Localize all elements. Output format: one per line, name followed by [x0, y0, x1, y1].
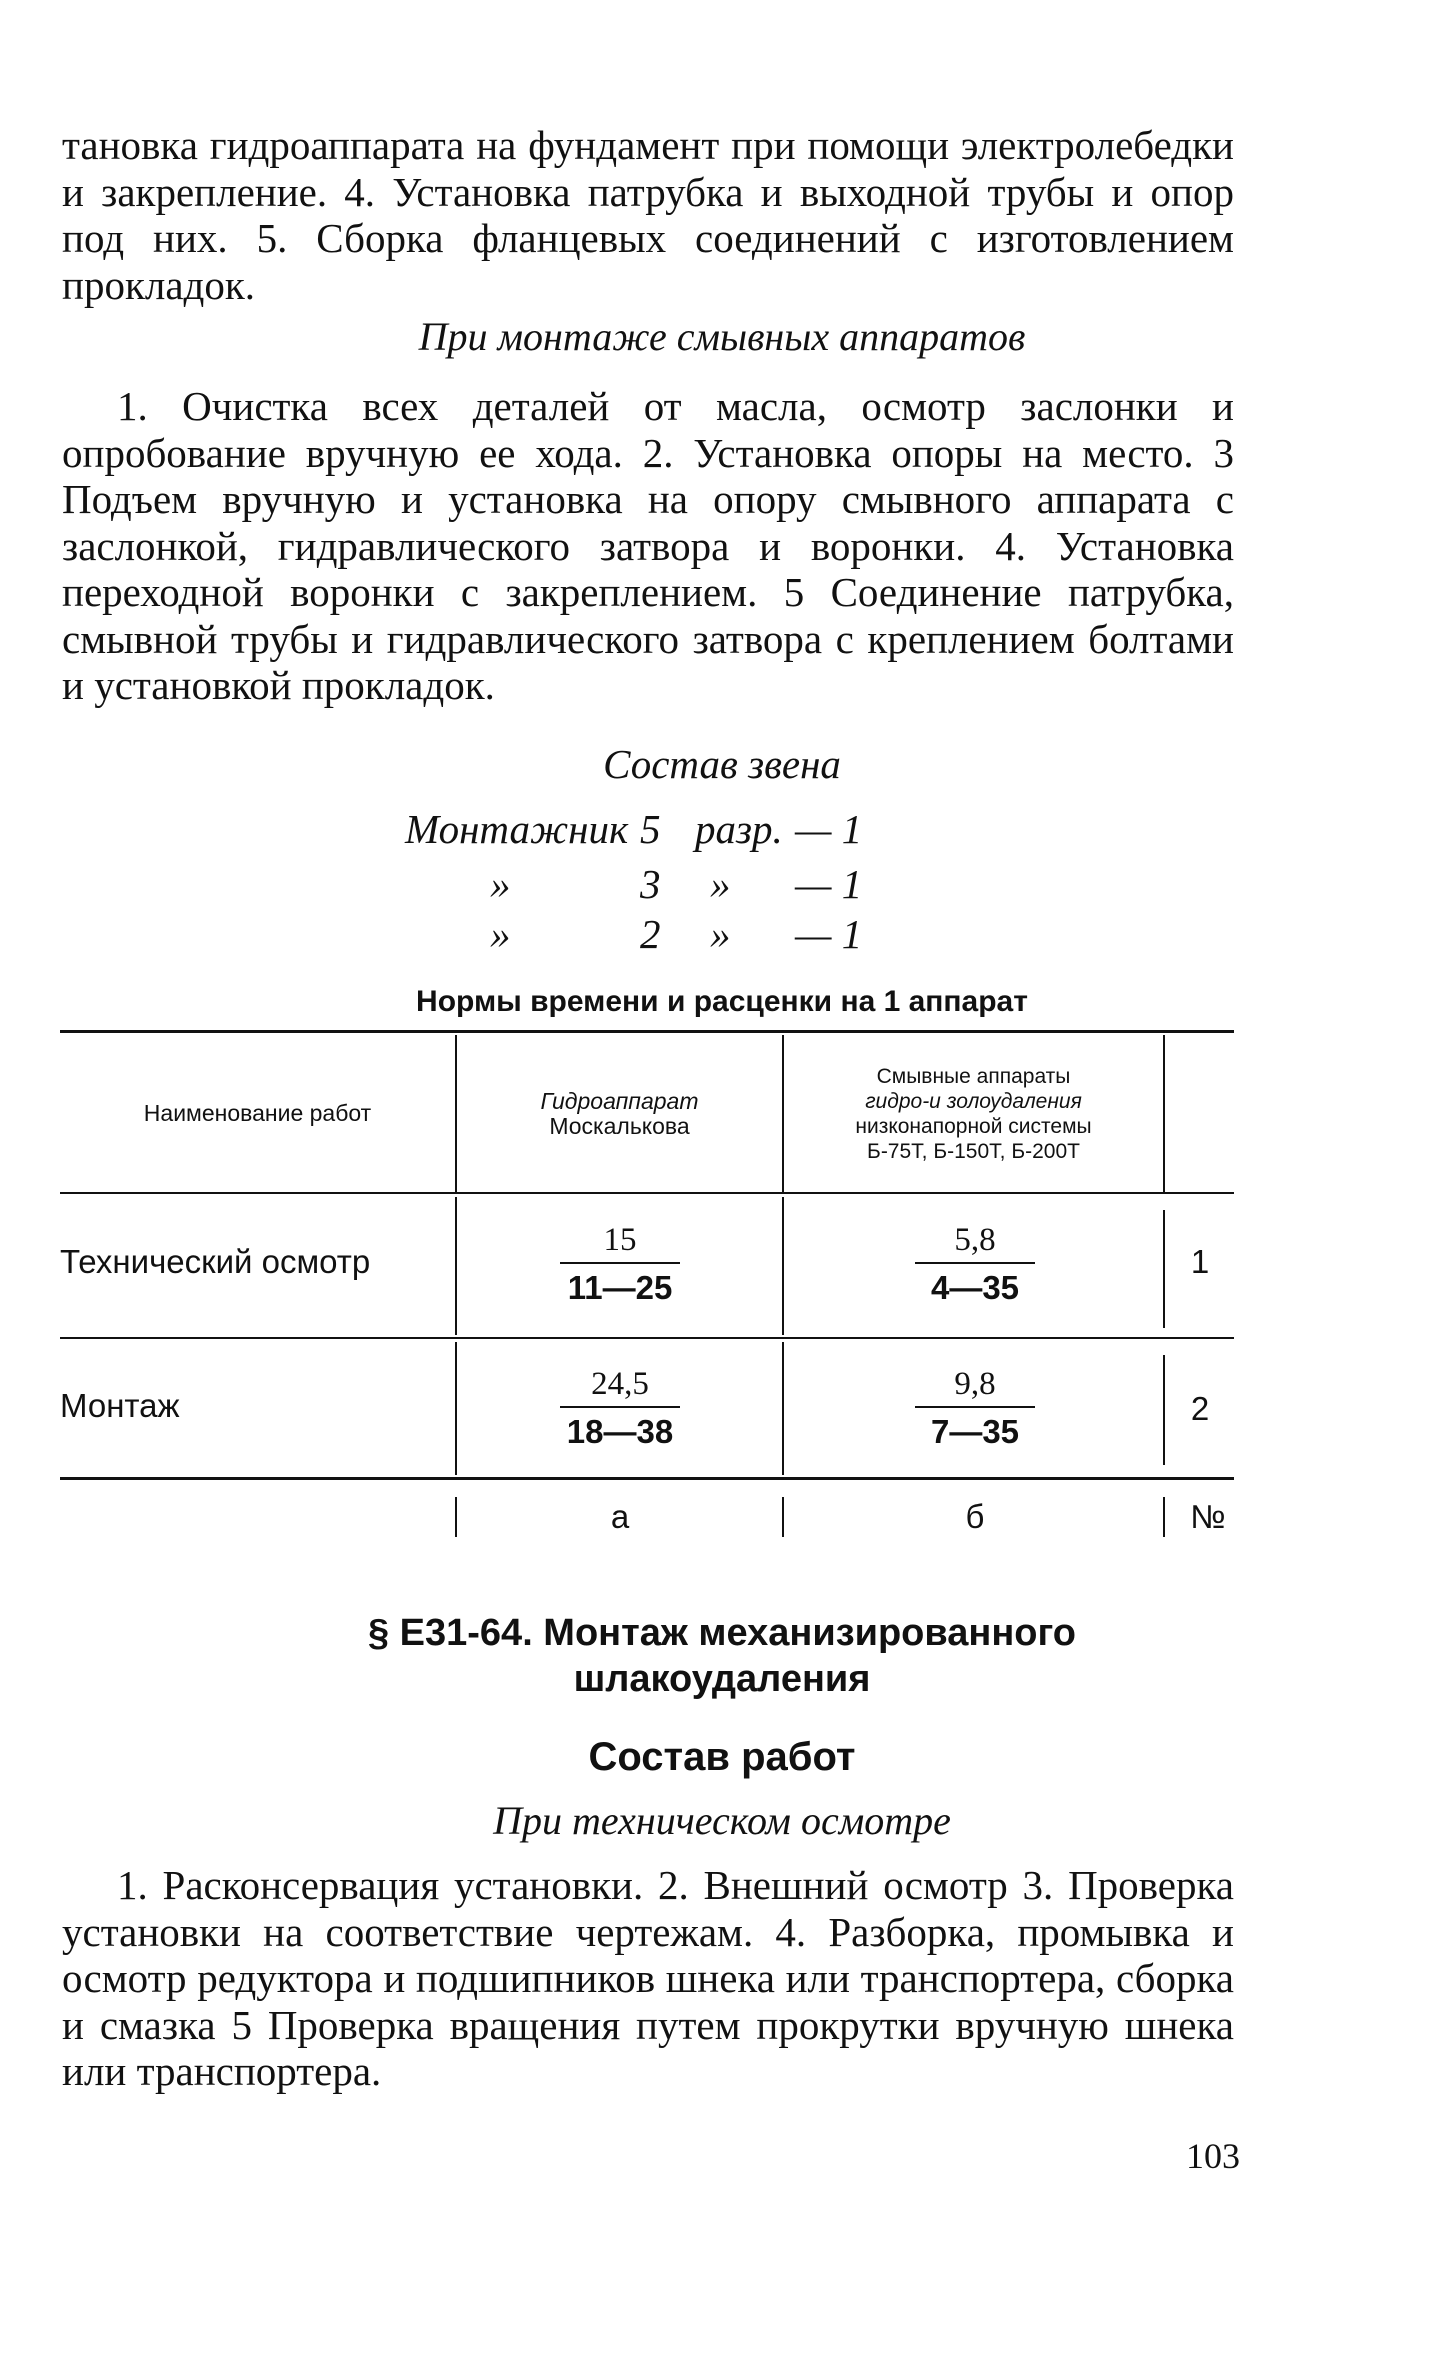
- paragraph-inspection-text: 1. Расконсервация установки. 2. Внешний осмотр 3. Проверка установки на соответствие чертежам. 4. Разборка, промывка и осмотр редуктора и подшипников шнека или транспортера, сборка и смазка 5 Проверка вращения путем прокрутки вручную шнека или транспортера.: [62, 1862, 1234, 2094]
- table-top-rule: [60, 1030, 1234, 1033]
- crew-3-name: »: [490, 911, 511, 957]
- col-divider-2-row1: [782, 1197, 784, 1335]
- row1-col-a-fraction: [560, 1218, 680, 1308]
- crew-1-name: Монтажник: [405, 806, 629, 852]
- subheading-work-composition: Состав работ: [588, 1735, 856, 1779]
- crew-1-unit: разр.: [695, 806, 783, 852]
- paragraph-continuation: тановка гидроаппарата на фундамент при помощи электролебедки и закрепление. 4. Установка патрубка и выходной трубы и опор под них. 5. Сборка фланцевых соединений с изготовлением прокладок.: [62, 122, 1234, 308]
- row2-number: 2: [1190, 1390, 1210, 1427]
- header-col-b-line1: Смывные аппараты: [876, 1064, 1071, 1088]
- crew-1-count: — 1: [795, 806, 863, 852]
- subheading-technical-inspection: При техническом осмотре: [493, 1798, 951, 1843]
- table-bottom-rule: [60, 1477, 1234, 1480]
- col-divider-1-footer: [455, 1497, 457, 1537]
- section-heading-line1: § Е31-64. Монтаж механизированного: [367, 1612, 1077, 1654]
- crew-3-count: — 1: [795, 911, 863, 957]
- row1-col-a-rate: 11—25: [567, 1269, 673, 1306]
- row1-col-b-time: 5,8: [915, 1218, 1035, 1264]
- footer-col-b: б: [965, 1498, 985, 1535]
- subheading-flush-apparatus: При монтаже смывных аппаратов: [418, 314, 1026, 359]
- col-divider-3-footer: [1163, 1497, 1165, 1537]
- row2-col-a-time: 24,5: [560, 1362, 680, 1408]
- row1-col-b-fraction: [915, 1218, 1035, 1308]
- table-caption: Нормы времени и расценки на 1 аппарат: [416, 985, 1028, 1018]
- row2-col-b-time: 9,8: [915, 1362, 1035, 1408]
- col-divider-2-footer: [782, 1497, 784, 1537]
- row2-col-b-fraction: [915, 1362, 1035, 1452]
- col-divider-3-header: [1163, 1035, 1165, 1192]
- crew-1-grade: 5: [640, 806, 661, 852]
- header-col-b: [784, 1035, 1163, 1192]
- crew-2-name: »: [490, 861, 511, 907]
- crew-2-count: — 1: [795, 861, 863, 907]
- header-col-name-text: Наименование работ: [143, 1100, 372, 1126]
- col-divider-3-row2: [1163, 1355, 1165, 1465]
- header-col-a-line2: Москалькова: [549, 1112, 690, 1139]
- table-row-rule: [60, 1337, 1234, 1339]
- row1-col-a-time: 15: [560, 1218, 680, 1264]
- table-header-rule: [60, 1192, 1234, 1194]
- header-col-name: [60, 1035, 455, 1192]
- col-divider-3-row1: [1163, 1210, 1165, 1328]
- paragraph-flush-apparatus-text: 1. Очистка всех деталей от масла, осмотр заслонки и опробование вручную ее хода. 2. Установка опоры на место. 3 Подъем вручную и установка на опору смывного аппарата с заслонкой, гидравлического затвора и воронки. 4. Установка переходной воронки с закреплением. 5 Соединение патрубка, смывной трубы и гидравлического затвора с креплением болтами и установкой прокладок.: [62, 383, 1234, 708]
- crew-2-unit: »: [710, 861, 731, 907]
- row1-name: Технический осмотр: [60, 1243, 371, 1280]
- header-col-a-line1: Гидроаппарат: [540, 1087, 699, 1114]
- crew-2-grade: 3: [640, 861, 661, 907]
- col-divider-2-row2: [782, 1342, 784, 1475]
- header-col-b-line3: низконапорной системы: [855, 1114, 1092, 1138]
- paragraph-inspection-steps: [62, 1862, 1234, 2095]
- header-col-b-line2: гидро-и золоудаления: [865, 1089, 1082, 1113]
- col-divider-1-row2: [455, 1342, 457, 1475]
- row2-name: Монтаж: [60, 1387, 180, 1424]
- col-divider-1-row1: [455, 1197, 457, 1335]
- header-col-b-line4: Б-75Т, Б-150Т, Б-200Т: [867, 1139, 1080, 1163]
- footer-col-number: №: [1190, 1498, 1226, 1535]
- row2-col-a-fraction: [560, 1362, 680, 1452]
- footer-col-a: а: [610, 1498, 630, 1535]
- row2-col-b-rate: 7—35: [930, 1413, 1020, 1450]
- paragraph-flush-apparatus-steps: [62, 383, 1234, 709]
- header-col-a: [457, 1035, 782, 1192]
- row1-number: 1: [1190, 1243, 1210, 1280]
- crew-title: Состав звена: [603, 741, 841, 787]
- page-number: 103: [1186, 2136, 1240, 2176]
- section-heading-line2: шлакоудаления: [573, 1658, 871, 1700]
- crew-3-grade: 2: [640, 911, 661, 957]
- row2-col-a-rate: 18—38: [566, 1413, 674, 1450]
- crew-3-unit: »: [710, 911, 731, 957]
- row1-col-b-rate: 4—35: [930, 1269, 1020, 1306]
